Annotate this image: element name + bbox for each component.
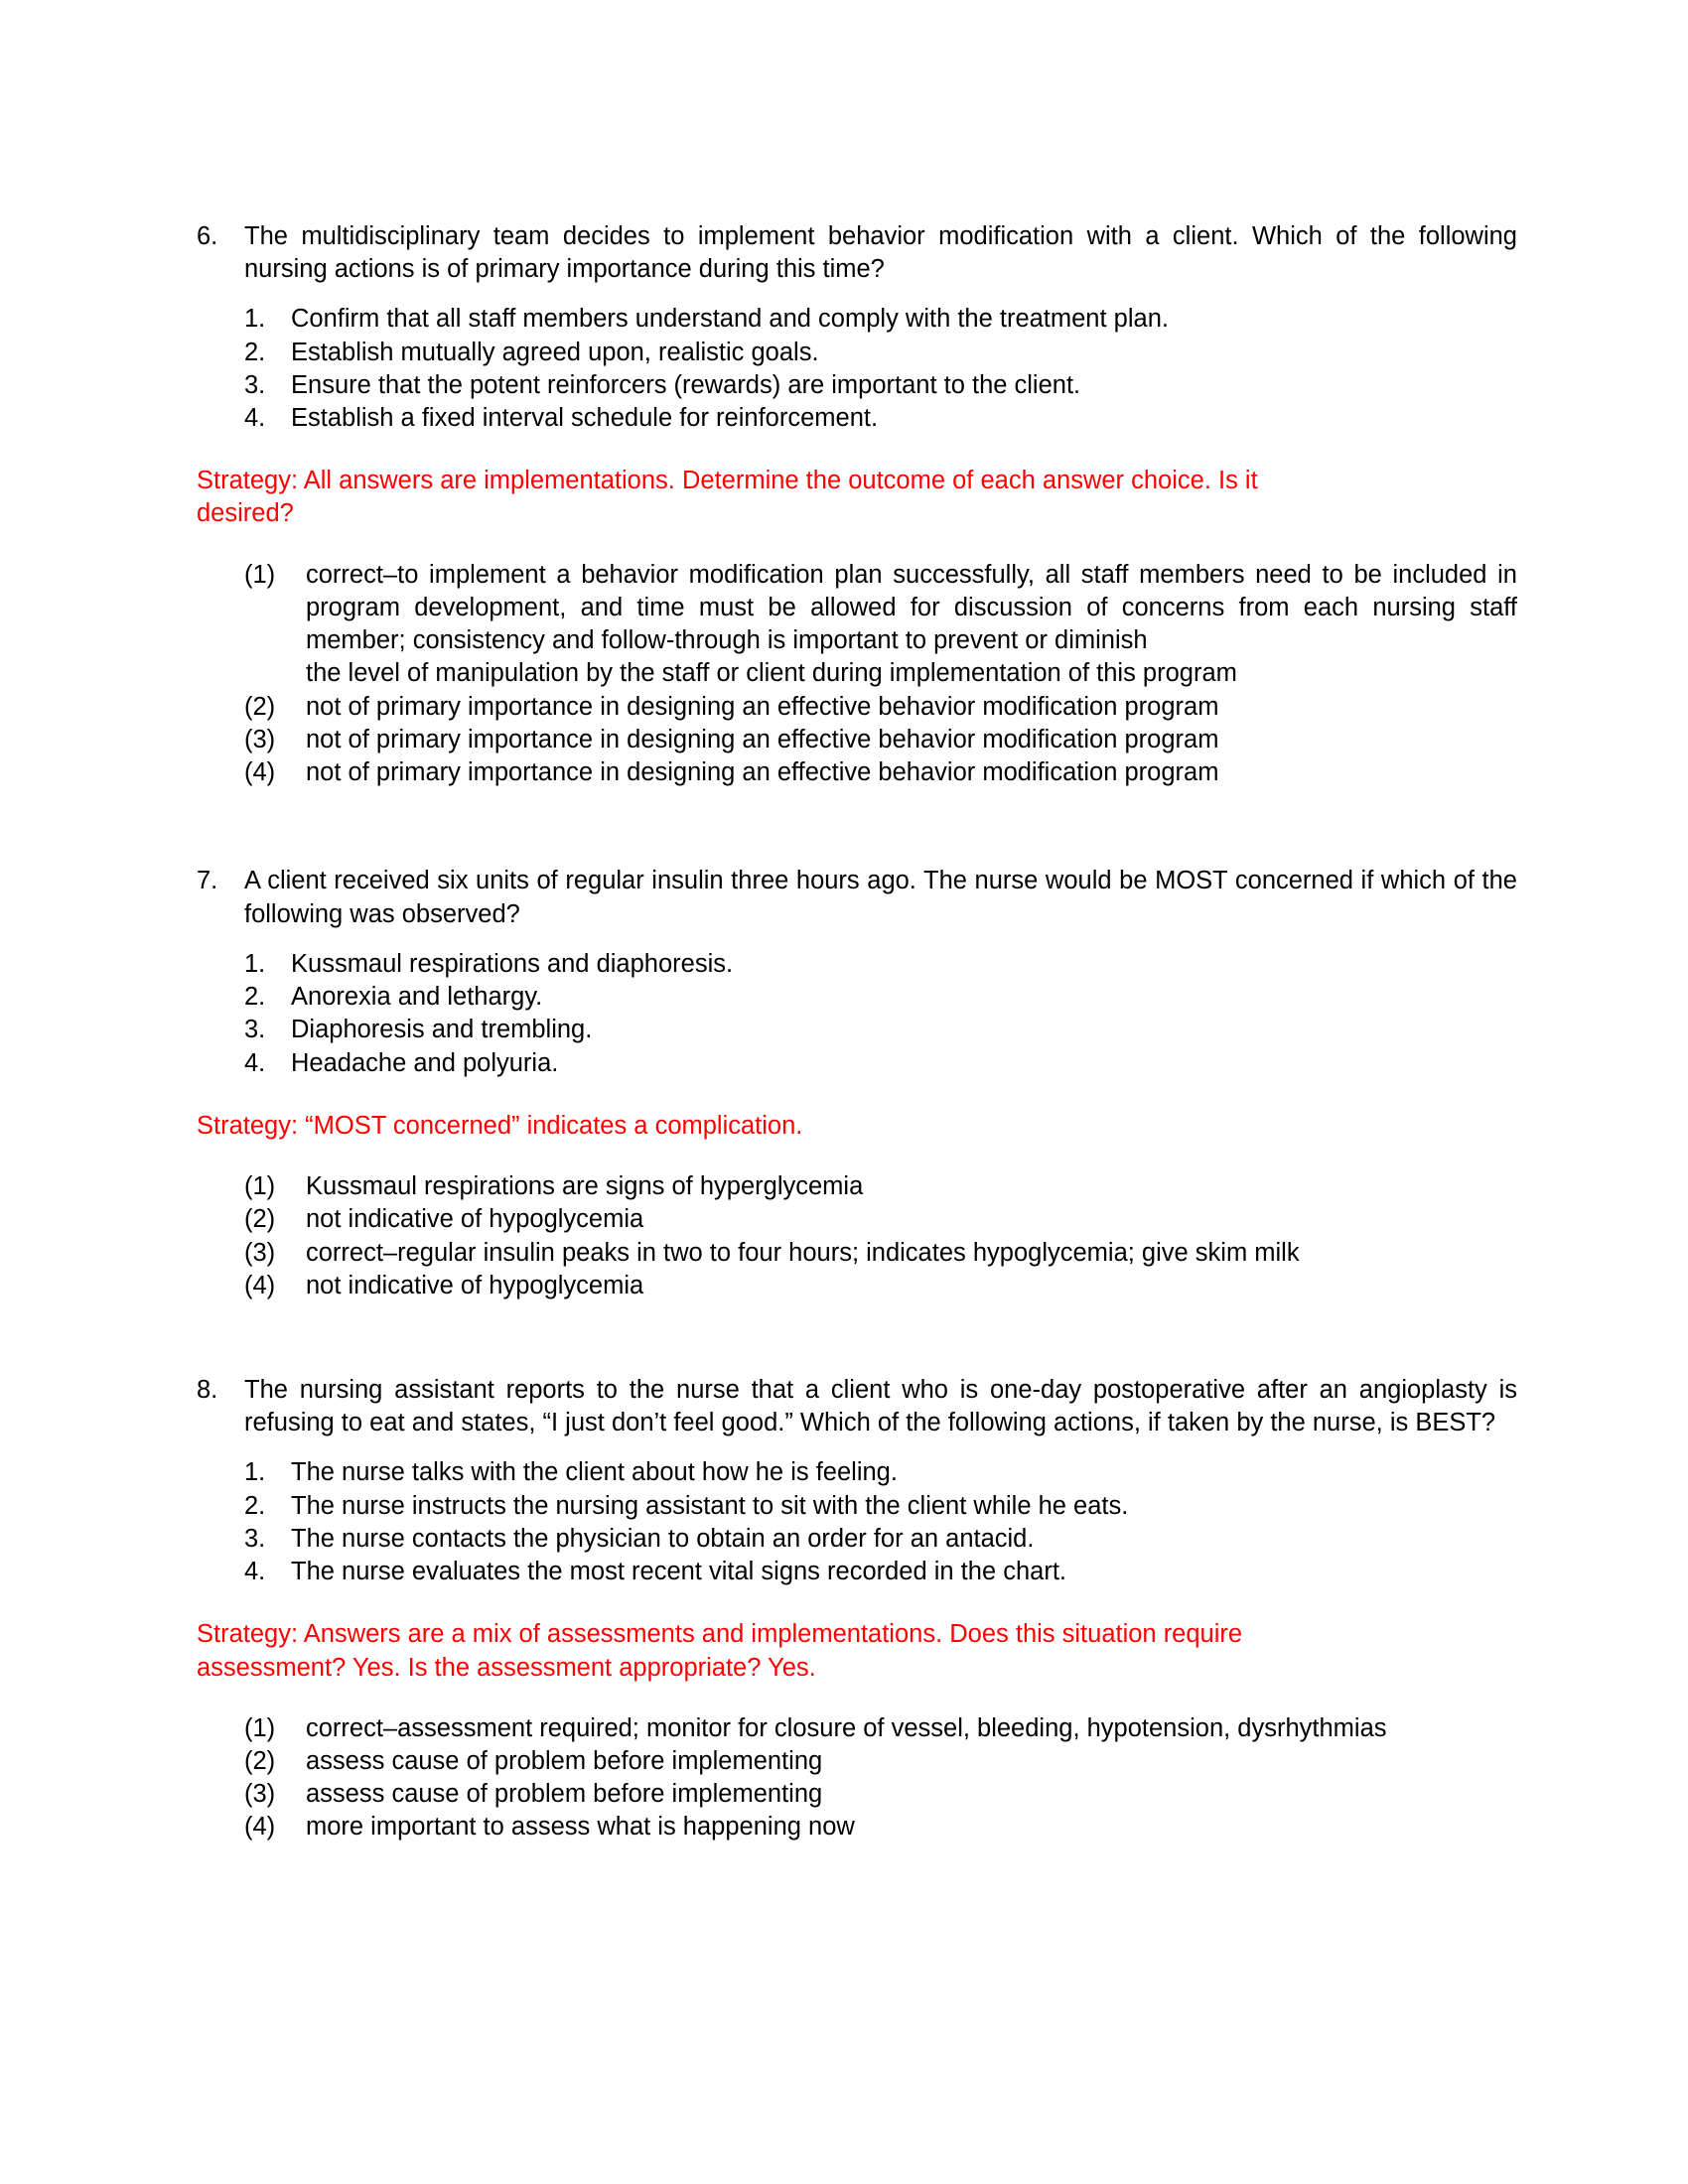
option-number: 2.	[244, 1491, 266, 1520]
rationale-line: correct–to implement a behavior modification plan successfully, all staff members need to be	[306, 560, 1382, 589]
rationale-item	[244, 1170, 1517, 1203]
option-number: 4.	[244, 404, 266, 433]
rationale-number: (2)	[244, 1205, 276, 1234]
option-number: 3.	[244, 1016, 266, 1044]
question-block-6	[197, 220, 1517, 789]
rationale-text	[306, 756, 1517, 789]
strategy-line: Strategy: All answers are implementations. Determine the outcome of each answer choice. Is it	[197, 467, 1258, 495]
question-text	[244, 1374, 1517, 1439]
rationale-text	[306, 559, 1517, 691]
option-number: 4.	[244, 1558, 266, 1586]
rationale-line: correct–regular insulin peaks in two to four hours; indicates hypoglycemia; give skim milk	[306, 1238, 1300, 1267]
rationale-item	[244, 1811, 1517, 1843]
option-label: The nurse contacts the physician to obtain an order for an antacid.	[291, 1524, 1035, 1553]
rationale-number: (2)	[244, 692, 276, 721]
question-stem-line: A client received six units of regular insulin three hours ago. The nurse would be MOST concerned if	[244, 867, 1374, 895]
rationale-number: (4)	[244, 1813, 276, 1842]
answer-option[interactable]	[244, 369, 1517, 402]
rationale-text	[306, 691, 1517, 724]
rationale-text	[306, 1778, 1517, 1811]
question-stem-line: The nursing assistant reports to the nurse that a client who is one-day postoperative after an	[244, 1376, 1347, 1405]
answer-option[interactable]	[244, 1523, 1517, 1556]
page-content	[197, 220, 1517, 1844]
rationale-number: (3)	[244, 725, 276, 753]
rationale-line: more important to assess what is happening now	[306, 1813, 855, 1842]
answer-option[interactable]	[244, 1014, 1517, 1046]
strategy-note	[197, 465, 1517, 530]
rationale-text	[306, 1745, 1517, 1778]
question-number: 6.	[197, 222, 218, 250]
rationale-line: assess cause of problem before implementing	[306, 1780, 823, 1809]
option-label: Establish a fixed interval schedule for reinforcement.	[291, 404, 879, 433]
option-label: Diaphoresis and trembling.	[291, 1016, 593, 1044]
rationale-item	[244, 559, 1517, 691]
question-text	[244, 865, 1517, 930]
answer-options	[244, 303, 1517, 435]
strategy-note	[197, 1618, 1517, 1684]
strategy-note	[197, 1110, 1517, 1143]
rationale-list	[244, 559, 1517, 790]
rationale-line: not of primary importance in designing an effective behavior modification program	[306, 725, 1219, 753]
question-stem	[197, 1374, 1517, 1439]
answer-option[interactable]	[244, 303, 1517, 336]
rationale-number: (1)	[244, 1713, 276, 1742]
option-label: Establish mutually agreed upon, realistic goals.	[291, 338, 819, 366]
option-number: 4.	[244, 1048, 266, 1077]
answer-option[interactable]	[244, 337, 1517, 369]
rationale-line: the level of manipulation by the staff or client during implementation of this program	[306, 659, 1237, 688]
rationale-line: included in program development, and time must be allowed for discussion of concerns from	[306, 560, 1517, 621]
rationale-item	[244, 1203, 1517, 1236]
rationale-line: Kussmaul respirations are signs of hyperglycemia	[306, 1171, 864, 1200]
answer-option[interactable]	[244, 981, 1517, 1014]
rationale-item	[244, 691, 1517, 724]
option-number: 3.	[244, 1524, 266, 1553]
rationale-list	[244, 1712, 1517, 1844]
rationale-number: (3)	[244, 1780, 276, 1809]
strategy-line: desired?	[197, 499, 294, 528]
rationale-text	[306, 1237, 1517, 1270]
answer-option[interactable]	[244, 1556, 1517, 1588]
question-stem	[197, 220, 1517, 286]
question-block-7	[197, 865, 1517, 1302]
strategy-line: Strategy: Answers are a mix of assessments and implementations. Does this situation require	[197, 1620, 1243, 1649]
rationale-number: (4)	[244, 1271, 276, 1299]
rationale-line: not of primary importance in designing an effective behavior modification program	[306, 692, 1219, 721]
option-number: 3.	[244, 370, 266, 399]
rationale-line: not of primary importance in designing an effective behavior modification program	[306, 758, 1219, 787]
answer-option[interactable]	[244, 948, 1517, 981]
question-stem-line: which of the following was observed?	[244, 867, 1517, 928]
question-stem-line: angioplasty is refusing to eat and states, “I just don’t feel good.” Which of the following actions, if	[244, 1376, 1517, 1437]
question-stem-line: taken by the nurse, is BEST?	[1167, 1409, 1496, 1437]
rationale-number: (4)	[244, 758, 276, 787]
strategy-line: assessment? Yes. Is the assessment appropriate? Yes.	[197, 1653, 816, 1682]
option-number: 1.	[244, 305, 266, 334]
rationale-item	[244, 756, 1517, 789]
rationale-item	[244, 1237, 1517, 1270]
option-number: 2.	[244, 983, 266, 1012]
rationale-item	[244, 1745, 1517, 1778]
section-spacer	[197, 789, 1517, 865]
rationale-line: each nursing staff member; consistency and follow-through is important to prevent or diminish	[306, 593, 1517, 655]
rationale-item	[244, 1712, 1517, 1745]
rationale-line: correct–assessment required; monitor for closure of vessel, bleeding, hypotension, dysrhythmias	[306, 1713, 1387, 1742]
rationale-number: (1)	[244, 1171, 276, 1200]
option-label: Kussmaul respirations and diaphoresis.	[291, 949, 734, 978]
rationale-line: not indicative of hypoglycemia	[306, 1271, 644, 1299]
answer-option[interactable]	[244, 1456, 1517, 1489]
option-number: 1.	[244, 949, 266, 978]
option-label: The nurse instructs the nursing assistant to sit with the client while he eats.	[291, 1491, 1129, 1520]
section-spacer	[197, 1302, 1517, 1374]
question-number: 7.	[197, 867, 218, 895]
rationale-text	[306, 1203, 1517, 1236]
question-stem-line: following nursing actions is of primary importance during this time?	[244, 222, 1517, 284]
option-number: 1.	[244, 1458, 266, 1487]
option-label: Anorexia and lethargy.	[291, 983, 543, 1012]
rationale-text	[306, 1712, 1517, 1745]
strategy-line: Strategy: “MOST concerned” indicates a complication.	[197, 1111, 803, 1140]
rationale-list	[244, 1170, 1517, 1302]
rationale-item	[244, 724, 1517, 756]
answer-options	[244, 948, 1517, 1080]
option-label: Confirm that all staff members understand and comply with the treatment plan.	[291, 305, 1169, 334]
rationale-text	[306, 1170, 1517, 1203]
rationale-item	[244, 1778, 1517, 1811]
rationale-text	[306, 1270, 1517, 1302]
question-stem-line: The multidisciplinary team decides to implement behavior modification with a client. Which of the	[244, 222, 1406, 250]
option-label: The nurse talks with the client about how he is feeling.	[291, 1458, 898, 1487]
answer-options	[244, 1456, 1517, 1588]
question-stem	[197, 865, 1517, 930]
option-label: Headache and polyuria.	[291, 1048, 559, 1077]
answer-option[interactable]	[244, 1490, 1517, 1523]
question-text	[244, 220, 1517, 286]
rationale-line: assess cause of problem before implementing	[306, 1746, 823, 1775]
rationale-number: (3)	[244, 1238, 276, 1267]
rationale-item	[244, 1270, 1517, 1302]
option-label: Ensure that the potent reinforcers (rewards) are important to the client.	[291, 370, 1081, 399]
rationale-number: (1)	[244, 560, 276, 589]
rationale-text	[306, 1811, 1517, 1843]
answer-option[interactable]	[244, 1047, 1517, 1080]
answer-option[interactable]	[244, 402, 1517, 435]
option-number: 2.	[244, 338, 266, 366]
rationale-line: not indicative of hypoglycemia	[306, 1205, 644, 1234]
rationale-text	[306, 724, 1517, 756]
question-number: 8.	[197, 1376, 218, 1405]
option-label: The nurse evaluates the most recent vital signs recorded in the chart.	[291, 1558, 1066, 1586]
rationale-number: (2)	[244, 1746, 276, 1775]
question-block-8	[197, 1374, 1517, 1844]
